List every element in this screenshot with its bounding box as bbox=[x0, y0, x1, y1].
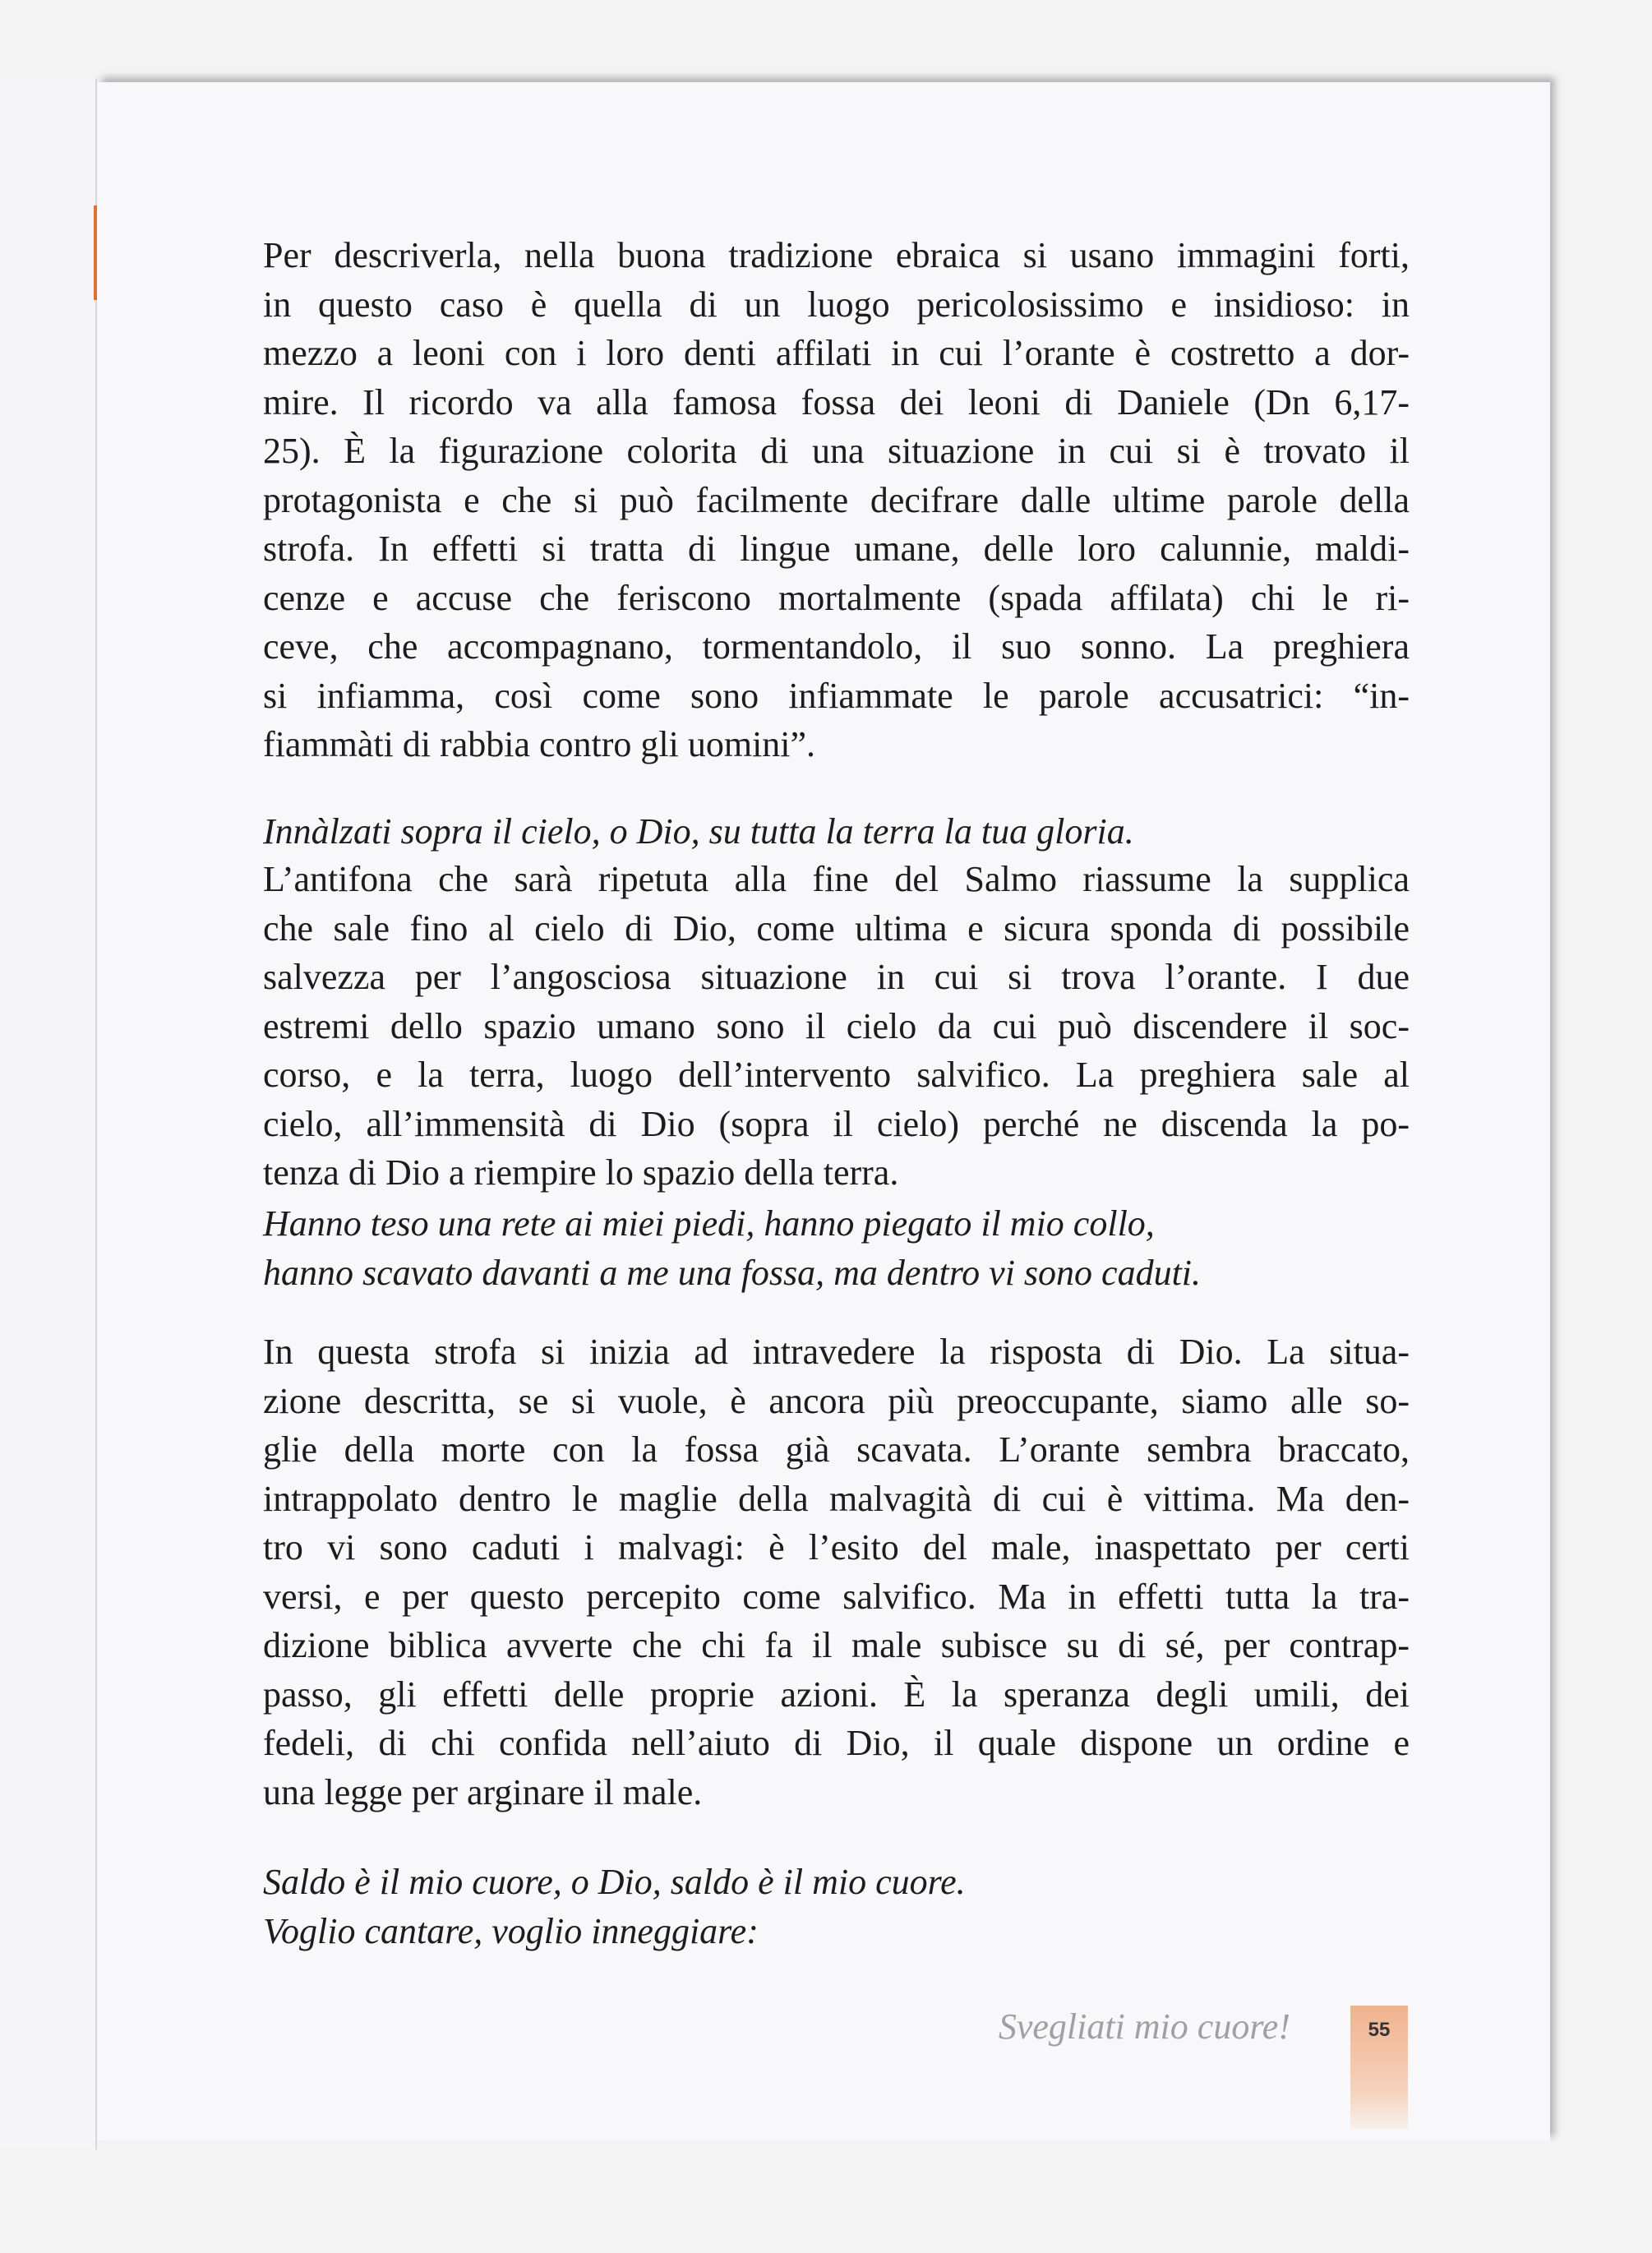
text-line: fiammàti di rabbia contro gli uomini”. bbox=[263, 724, 816, 764]
psalm-verse bbox=[263, 807, 1410, 856]
psalm-verse bbox=[263, 1199, 1410, 1297]
text-line: una legge per arginare il male. bbox=[263, 1771, 703, 1812]
text-line: Innàlzati sopra il cielo, o Dio, su tutta la terra la tua gloria. bbox=[263, 811, 1134, 852]
text-line: glie della morte con la fossa già scavata. L’orante sembra braccato, bbox=[263, 1429, 1410, 1470]
text-line: in questo caso è quella di un luogo pericolosissimo e insidioso: in bbox=[263, 284, 1410, 325]
text-line: estremi dello spazio umano sono il cielo da cui può discendere il soc- bbox=[263, 1005, 1410, 1046]
text-line: Hanno teso una rete ai miei piedi, hanno piegato il mio collo, bbox=[263, 1203, 1155, 1244]
text-line: In questa strofa si inizia ad intravedere la risposta di Dio. La situa- bbox=[263, 1332, 1410, 1372]
text-line: hanno scavato davanti a me una fossa, ma dentro vi sono caduti. bbox=[263, 1252, 1202, 1293]
text-line: cielo, all’immensità di Dio (sopra il cielo) perché ne discenda la po- bbox=[263, 1103, 1410, 1144]
text-line: dizione biblica avverte che chi fa il male subisce su di sé, per contrap- bbox=[263, 1625, 1410, 1665]
text-line: fedeli, di chi confida nell’aiuto di Dio, il quale dispone un ordine e bbox=[263, 1723, 1410, 1763]
commentary-paragraph bbox=[263, 1327, 1410, 1817]
text-line: passo, gli effetti delle proprie azioni. È la speranza degli umili, dei bbox=[263, 1674, 1410, 1715]
commentary-paragraph bbox=[263, 855, 1410, 1198]
text-line: si infiamma, così come sono infiammate le parole accusatrici: “in- bbox=[263, 675, 1410, 716]
text-line: L’antifona che sarà ripetuta alla fine del Salmo riassume la supplica bbox=[263, 859, 1410, 899]
text-line: che sale fino al cielo di Dio, come ultima e sicura sponda di possibile bbox=[263, 907, 1410, 949]
commentary-paragraph bbox=[263, 231, 1410, 769]
page-number-tab bbox=[1350, 2006, 1408, 2129]
text-line: tenza di Dio a riempire lo spazio della terra. bbox=[263, 1152, 899, 1193]
text-line: corso, e la terra, luogo dell’intervento salvifico. La preghiera sale al bbox=[263, 1055, 1410, 1095]
text-line: intrappolato dentro le maglie della malvagità di cui è vittima. Ma den- bbox=[263, 1478, 1410, 1519]
text-line: protagonista e che si può facilmente decifrare dalle ultime parole della bbox=[263, 479, 1410, 520]
text-line: tro vi sono caduti i malvagi: è l’esito del male, inaspettato per certi bbox=[263, 1527, 1410, 1567]
psalm-verse bbox=[263, 1858, 1410, 1955]
text-line: cenze e accuse che feriscono mortalmente (spada affilata) chi le ri- bbox=[263, 577, 1410, 618]
text-line: ceve, che accompagnano, tormentandolo, il suo sonno. La preghiera bbox=[263, 626, 1410, 667]
text-line: Voglio cantare, voglio inneggiare: bbox=[263, 1910, 759, 1951]
text-line: zione descritta, se si vuole, è ancora più preoccupante, siamo alle so- bbox=[263, 1380, 1410, 1421]
text-line: mire. Il ricordo va alla famosa fossa dei leoni di Daniele (Dn 6,17- bbox=[263, 381, 1410, 422]
text-line: strofa. In effetti si tratta di lingue umane, delle loro calunnie, maldi- bbox=[263, 529, 1410, 569]
running-title: Svegliati mio cuore! bbox=[998, 2006, 1290, 2047]
text-line: versi, e per questo percepito come salvifico. Ma in effetti tutta la tra- bbox=[263, 1576, 1410, 1617]
text-line: Per descriverla, nella buona tradizione ebraica si usano immagini forti, bbox=[263, 235, 1410, 275]
facing-page-edge bbox=[0, 78, 97, 2149]
text-line: Saldo è il mio cuore, o Dio, saldo è il mio cuore. bbox=[263, 1862, 966, 1902]
text-line: salvezza per l’angosciosa situazione in cui si trova l’orante. I due bbox=[263, 957, 1410, 997]
page-number: 55 bbox=[1368, 2019, 1391, 2041]
text-line: mezzo a leoni con i loro denti affilati in cui l’orante è costretto a dor- bbox=[263, 333, 1410, 373]
text-line: 25). È la figurazione colorita di una situazione in cui si è trovato il bbox=[263, 431, 1410, 471]
